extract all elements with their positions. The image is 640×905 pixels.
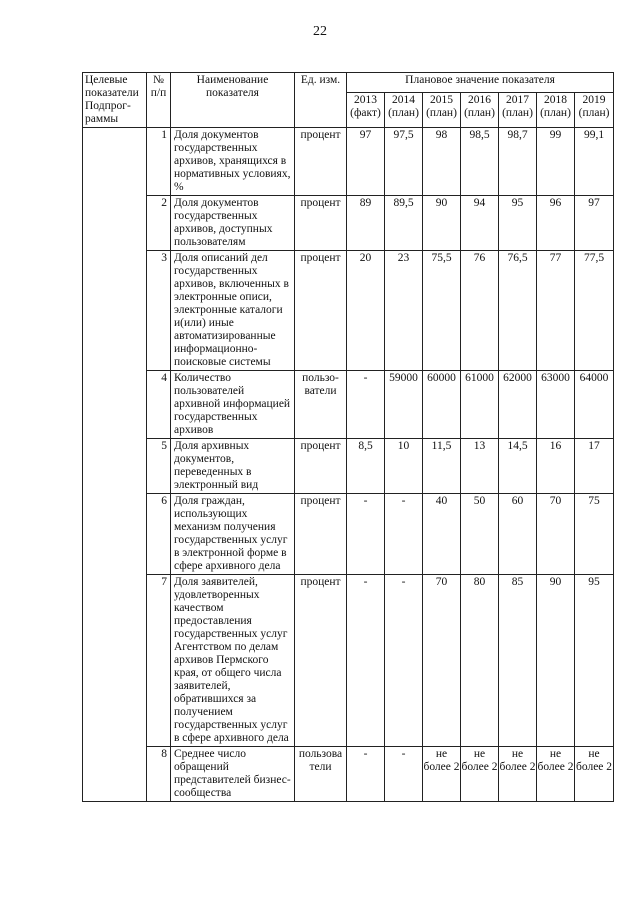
header-num: № п/п [147,73,171,128]
value-cell: не более 2 [423,747,461,802]
value-cell: не более 2 [537,747,575,802]
row-number: 6 [147,494,171,575]
unit-cell: пользо-ватели [295,371,347,439]
table-row [83,251,614,371]
unit-cell: процент [295,128,347,196]
year-label: 2019 [582,93,606,106]
value-cell: 11,5 [423,439,461,494]
value-cell: 50 [461,494,499,575]
page-number: 22 [313,24,327,39]
value-cell: 97,5 [385,128,423,196]
year-label: 2014 [392,93,415,106]
indicators-table [82,72,614,802]
indicator-name: Доля документов государственных архивов, хранящихся в нормативных условиях, % [171,128,295,196]
value-cell: - [385,575,423,747]
year-header-2018 [537,92,575,127]
row-number: 1 [147,128,171,196]
value-cell: 89,5 [385,196,423,251]
value-cell: 90 [537,575,575,747]
table-row [83,196,614,251]
value-cell: 63000 [537,371,575,439]
value-cell: 89 [347,196,385,251]
value-cell: не более 2 [461,747,499,802]
value-cell: 13 [461,439,499,494]
indicator-name: Доля описаний дел государственных архивов, включенных в электронные описи, электронные каталоги и(или) иные автоматизированные информационно-поисковые системы [171,251,295,371]
table-row [83,575,614,747]
year-header-2017 [499,92,537,127]
value-cell: 75 [575,494,614,575]
value-cell: 75,5 [423,251,461,371]
table-row [83,128,614,196]
year-label: 2015 [430,93,453,106]
value-cell: 8,5 [347,439,385,494]
unit-cell: пользова тели [295,747,347,802]
year-status: (план) [464,106,495,119]
table-body [83,128,614,802]
value-cell: 95 [499,196,537,251]
indicator-name: Доля заявителей, удовлетворенных качеством предоставления государственных услуг Агентством по делам архивов Пермского края, от общего числа заявителей, обратившихся за получением государственных услуг в сфере архивного дела [171,575,295,747]
value-cell: 59000 [385,371,423,439]
value-cell: 77 [537,251,575,371]
year-status: (план) [578,106,610,119]
value-cell: 99,1 [575,128,614,196]
year-label: 2017 [506,93,529,106]
value-cell: 76,5 [499,251,537,371]
value-cell: 16 [537,439,575,494]
header-unit: Ед. изм. [295,73,347,128]
unit-cell: процент [295,439,347,494]
table-row [83,371,614,439]
row-number: 3 [147,251,171,371]
value-cell: 77,5 [575,251,614,371]
year-status: (план) [502,106,533,119]
year-label: 2016 [468,93,491,106]
table-row [83,747,614,802]
value-cell: 95 [575,575,614,747]
row-number: 7 [147,575,171,747]
indicator-name: Среднее число обращений представителей бизнес-сообщества [171,747,295,802]
header-target: Целевые показатели Подпрог-раммы [83,73,147,128]
year-header-2019 [575,92,614,127]
year-label: 2013 [354,93,377,106]
year-label: 2018 [544,93,567,106]
unit-cell: процент [295,196,347,251]
value-cell: 98,5 [461,128,499,196]
value-cell: - [385,747,423,802]
value-cell: 61000 [461,371,499,439]
year-status: (план) [388,106,419,119]
value-cell: 98 [423,128,461,196]
value-cell: 60 [499,494,537,575]
value-cell: не более 2 [499,747,537,802]
value-cell: 64000 [575,371,614,439]
year-header-2014 [385,92,423,127]
value-cell: 62000 [499,371,537,439]
year-status: (план) [540,106,571,119]
value-cell: 90 [423,196,461,251]
value-cell: 76 [461,251,499,371]
year-header-2013 [347,92,385,127]
value-cell: 20 [347,251,385,371]
value-cell: - [347,575,385,747]
value-cell: 14,5 [499,439,537,494]
value-cell: 40 [423,494,461,575]
value-cell: - [347,371,385,439]
year-status: (план) [426,106,457,119]
table-row [83,494,614,575]
indicator-name: Доля граждан, использующих механизм получения государственных услуг в электронной форме в сфере архивного дела [171,494,295,575]
row-number: 2 [147,196,171,251]
value-cell: 85 [499,575,537,747]
value-cell: 17 [575,439,614,494]
value-cell: 97 [575,196,614,251]
indicator-name: Количество пользователей архивной информацией государственных архивов [171,371,295,439]
year-status: (факт) [350,106,381,119]
value-cell: 70 [537,494,575,575]
value-cell: 97 [347,128,385,196]
value-cell: - [385,494,423,575]
value-cell: 94 [461,196,499,251]
value-cell: - [347,747,385,802]
row-number: 4 [147,371,171,439]
value-cell: 96 [537,196,575,251]
value-cell: 10 [385,439,423,494]
row-number: 8 [147,747,171,802]
target-cell [83,128,147,802]
value-cell: не более 2 [575,747,614,802]
indicator-name: Доля архивных документов, переведенных в электронный вид [171,439,295,494]
year-header-2016 [461,92,499,127]
value-cell: 99 [537,128,575,196]
value-cell: - [347,494,385,575]
unit-cell: процент [295,575,347,747]
unit-cell: процент [295,494,347,575]
header-name: Наименование показателя [171,73,295,128]
value-cell: 60000 [423,371,461,439]
table-row [83,439,614,494]
year-header-2015 [423,92,461,127]
unit-cell: процент [295,251,347,371]
row-number: 5 [147,439,171,494]
header-planned: Плановое значение показателя [347,73,614,93]
value-cell: 23 [385,251,423,371]
value-cell: 70 [423,575,461,747]
value-cell: 80 [461,575,499,747]
indicator-name: Доля документов государственных архивов, доступных пользователям [171,196,295,251]
value-cell: 98,7 [499,128,537,196]
